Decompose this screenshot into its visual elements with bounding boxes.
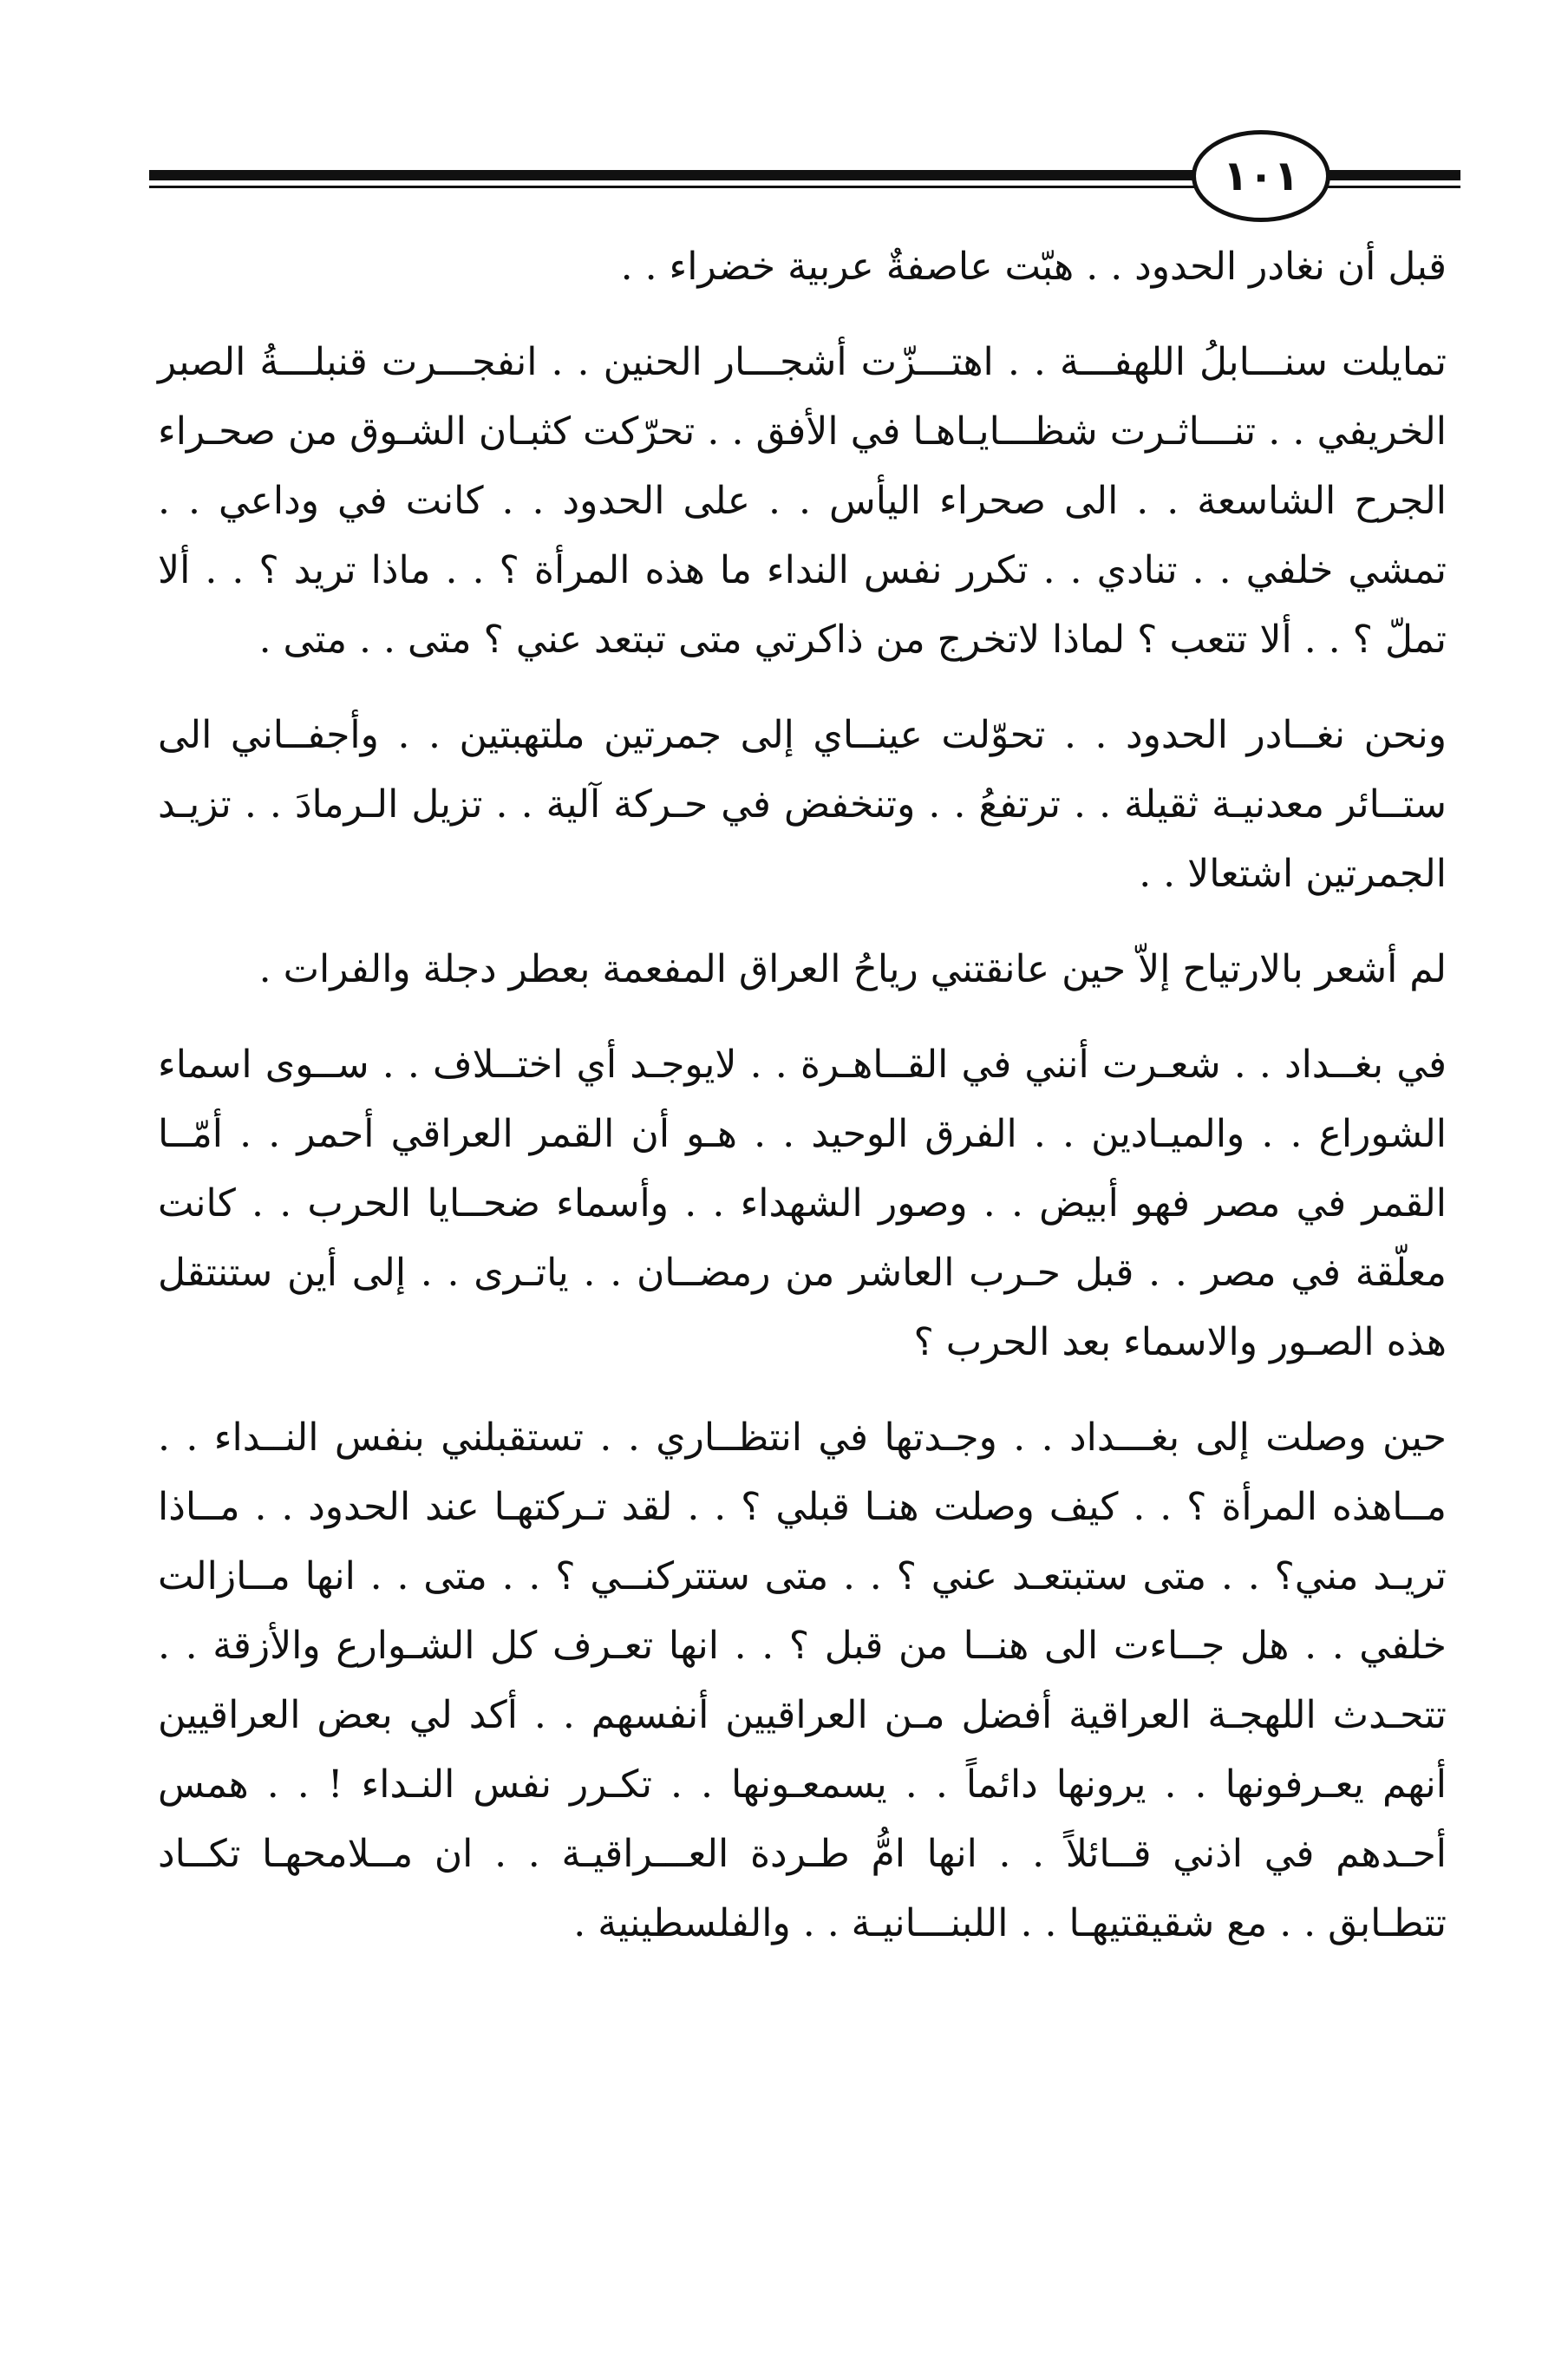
paragraph-4: لم أشعر بالارتياح إلاّ حين عانقتني رياحُ العراق المفعمة بعطر دجلة والفرات . <box>258 947 1447 991</box>
page-body <box>158 232 1447 1984</box>
paragraph-2: تمايلت سنـــابلُ اللهفـــة . . اهتـــزّت أشجـــار الحنين . . انفجـــرت قنبلـــةُ الصبر الخريفي . . تنـــاثـرت شظـــايـاهـا في الأفق . . تحرّكت كثبـان الشـوق من صحـراء الجرح الشاسعة . . الى صحراء اليأس . . على الحدود . . كانت في وداعي . . تمشي خلفي . . تنادي . . تكرر نفس النداء ما هذه المرأة ؟ . . ماذا تريد ؟ . . ألا تملّ ؟ . . ألا تتعب ؟ لماذا لاتخرج من ذاكرتي متى تبتعد عني ؟ متى . . متى . <box>158 340 1447 662</box>
paragraph-3: ونحن نغــادر الحدود . . تحوّلت عينــاي إلى جمرتين ملتهبتين . . وأجفــاني الى ستــائر معدنيـة ثقيلة . . ترتفعُ . . وتنخفض في حـركة آلية . . تزيل الـرمادَ . . تزيـد الجمرتين اشتعالا . . <box>158 713 1447 896</box>
paragraph-5: في بغــداد . . شعـرت أنني في القــاهـرة . . لايوجـد أي اختــلاف . . ســوى اسماء الشوراع . . والميـادين . . الفرق الوحيد . . هـو أن القمر العراقي أحمر . . أمّــا القمر في مصر فهو أبيض . . وصور الشهداء . . وأسماء ضحــايا الحرب . . كانت معلّقة في مصر . . قبل حـرب العاشر من رمضــان . . ياتـرى . . إلى أين ستنتقل هذه الصـور والاسماء بعد الحرب ؟ <box>158 1043 1447 1364</box>
page-header <box>149 130 1460 226</box>
page-number: ١٠١ <box>1192 130 1330 222</box>
paragraph-6: حين وصلت إلى بغـــداد . . وجـدتها في انتظــاري . . تستقبلني بنفس النــداء . . مــاهذه المرأة ؟ . . كيف وصلت هنـا قبلي ؟ . . لقد تـركتهـا عند الحدود . . مــاذا تريـد مني؟ . . متى ستبتعـد عني ؟ . . متى ستتركنــي ؟ . . متى . . انها مــازالت خلفي . . هل جــاءت الى هنــا من قبل ؟ . . انها تعـرف كل الشـوارع والأزقة . . تتحـدث اللهجـة العراقية أفضل مـن العراقيين أنفسهم . . أكد لي بعض العراقيين أنهم يعـرفونها . . يرونها دائماً . . يسمعـونها . . تكـرر نفس النـداء ! . . همس أحـدهم في اذني قــائلاً . . انها امُّ طـردة العـــراقيـة . . ان مــلامحهـا تكــاد تتطـابق . . مع شقيقتيهـا . . اللبنـــانيـة . . والفلسطينية . <box>158 1415 1447 1945</box>
paragraph-1: قبل أن نغادر الحدود . . هبّت عاصفةٌ عربية خضراء . . <box>620 245 1447 289</box>
